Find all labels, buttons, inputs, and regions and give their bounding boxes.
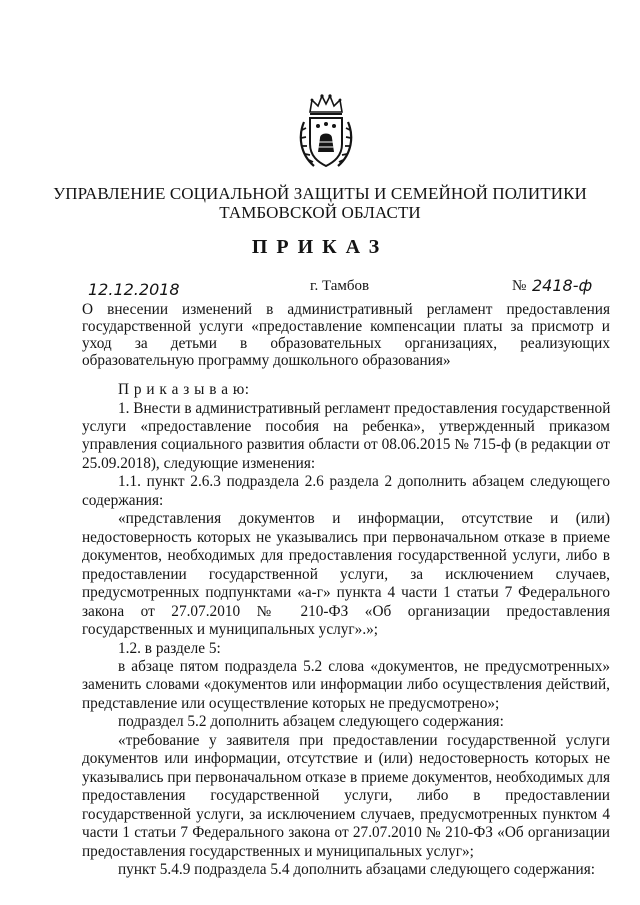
body-line: в абзаце пятом подраздела 5.2 слова «документов, не предусмотренных»	[118, 657, 610, 675]
body-line: 25.09.2018), следующие изменения:	[82, 454, 316, 472]
document-number-label: №	[512, 278, 527, 294]
body-line: услуги «предоставление пособия на ребенка», утвержденный приказом	[82, 417, 610, 435]
body-line: заменить словами «документов или информации либо осуществления действий,	[82, 676, 610, 694]
body-line: подраздел 5.2 дополнить абзацем следующего содержания:	[118, 713, 504, 731]
subject-line: образовательную программу дошкольного образования»	[82, 352, 451, 369]
body-line: 1.1. пункт 2.6.3 подраздела 2.6 раздела 2 дополнить абзацем следующего	[118, 473, 610, 491]
body-line: управления социального развития области от 08.06.2015 № 715-ф (в редакции от	[82, 436, 610, 454]
body-line: «представления документов и информации, отсутствие и (или)	[118, 510, 610, 528]
body-line: предоставления государственных и муниципальных услуг»;	[82, 842, 474, 860]
body-line: документов, необходимых для предоставления государственной услуги, либо в	[82, 547, 610, 565]
organization-name-line-1: УПРАВЛЕНИЕ СОЦИАЛЬНОЙ ЗАЩИТЫ И СЕМЕЙНОЙ ПОЛИТИКИ	[53, 184, 587, 203]
subject-line: государственной услуги «предоставление компенсации платы за присмотр и	[82, 318, 610, 335]
body-line: представление или осуществление которых не предусмотрено»;	[82, 694, 500, 712]
document-date: 12.12.2018	[88, 280, 180, 299]
body-line: части 1 статьи 7 Федерального закона от 27.07.2010 № 210-ФЗ «Об организации	[82, 824, 610, 842]
document-city: г. Тамбов	[310, 278, 370, 294]
document-title: ПРИКАЗ	[251, 236, 389, 258]
body-line: указывались при первоначальном отказе в приеме документов, необходимых для	[82, 768, 610, 786]
body-line: государственной услуги, за исключением случаев, предусмотренных пунктом 4	[82, 805, 610, 823]
subject-line: уход за детьми в образовательных организациях, реализующих	[82, 335, 610, 352]
body-line: пункт 5.4.9 подраздела 5.4 дополнить абзацами следующего содержания:	[118, 861, 595, 878]
body-line: 1. Внести в административный регламент предоставления государственной	[118, 399, 611, 417]
subject-line: О внесении изменений в административный регламент предоставления	[82, 301, 610, 318]
body-line: содержания:	[82, 491, 164, 509]
document-number: 2418-ф	[532, 276, 593, 295]
body-line: государственных и муниципальных услуг».»;	[82, 621, 379, 638]
body-line: 1.2. в разделе 5:	[118, 639, 221, 657]
body-line: предусмотренных подпунктами «а-г» пункта 4 части 1 статьи 7 Федерального	[82, 584, 610, 602]
body-line: «требование у заявителя при предоставлении государственной услуги	[118, 731, 610, 749]
body-line: закона от 27.07.2010 № 210-ФЗ «Об организации предоставления	[82, 602, 610, 620]
body-line: предоставлении государственной услуги, за исключением случаев,	[82, 565, 610, 583]
order-heading: П р и к а з ы в а ю:	[118, 381, 250, 398]
body-line: предоставления государственной услуги, либо в предоставлении	[82, 787, 610, 805]
organization-name-line-2: ТАМБОВСКОЙ ОБЛАСТИ	[219, 203, 421, 222]
coat-of-arms-icon	[296, 92, 356, 172]
body-line: документов или информации, отсутствие и (или) недостоверность которых не	[82, 750, 610, 768]
body-line: недостоверность которых не указывались при первоначальном отказе в приеме	[82, 528, 610, 546]
